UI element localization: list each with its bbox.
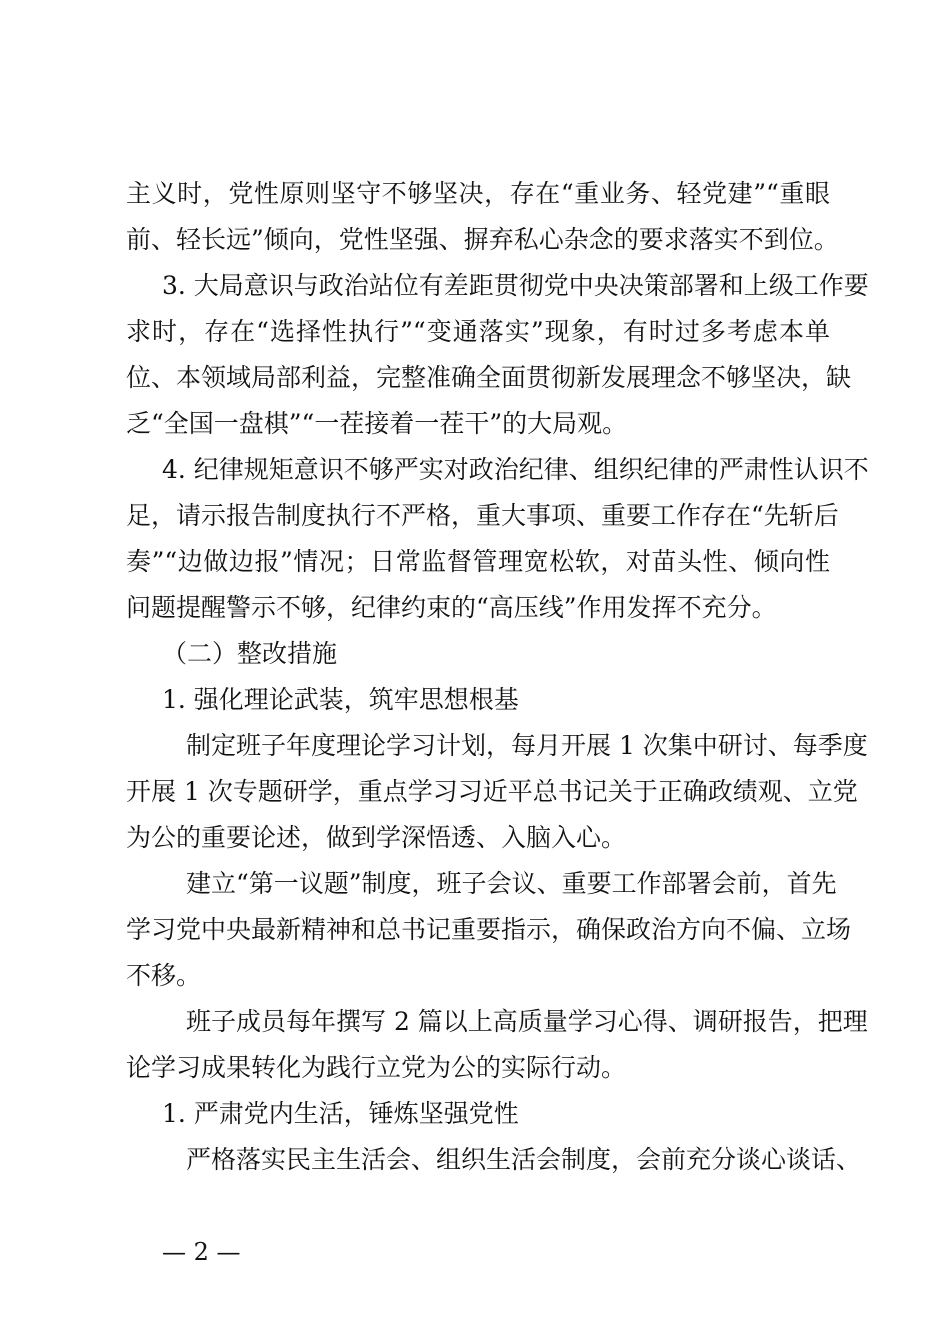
- text-line: 为公的重要论述，做到学深悟透、入脑入心。: [126, 823, 627, 852]
- text-line: 问题提醒警示不够，纪律约束的“高压线”作用发挥不充分。: [126, 593, 777, 622]
- text-line: 奏”“边做边报”情况；日常监督管理宽松软，对苗头性、倾向性: [126, 547, 830, 576]
- text-line: 主义时，党性原则坚守不够坚决，存在“重业务、轻党建”“重眼: [126, 179, 830, 208]
- text-line: 求时，存在“选择性执行”“变通落实”现象，有时过多考虑本单: [126, 317, 830, 346]
- text-line: 学习党中央最新精神和总书记重要指示，确保政治方向不偏、立场: [126, 915, 852, 944]
- text-line: 不移。: [126, 961, 202, 990]
- measure-heading-2: 1. 严肃党内生活，锤炼坚强党性: [162, 1099, 519, 1128]
- text-line: 建立“第一议题”制度，班子会议、重要工作部署会前，首先: [186, 869, 837, 898]
- measure-heading-1: 1. 强化理论武装，筑牢思想根基: [162, 685, 519, 714]
- section-title-rectification: （二）整改措施: [162, 639, 338, 668]
- text-line: 严格落实民主生活会、组织生活会制度，会前充分谈心谈话、: [186, 1145, 862, 1174]
- text-line: 开展 1 次专题研学，重点学习习近平总书记关于正确政绩观、立党: [126, 777, 858, 806]
- text-line: 足，请示报告制度执行不严格，重大事项、重要工作存在“先斩后: [126, 501, 839, 530]
- section-heading-4: 4. 纪律规矩意识不够严实对政治纪律、组织纪律的严肃性认识不: [162, 455, 869, 484]
- section-heading-3: 3. 大局意识与政治站位有差距贯彻党中央决策部署和上级工作要: [162, 271, 869, 300]
- page-number: — 2 —: [162, 1238, 241, 1266]
- text-line: 乏“全国一盘棋”“一茬接着一茬干”的大局观。: [126, 409, 628, 438]
- text-line: 前、轻长远”倾向，党性坚强、摒弃私心杂念的要求落实不到位。: [126, 225, 839, 254]
- text-line: 位、本领域局部利益，完整准确全面贯彻新发展理念不够坚决，缺: [126, 363, 852, 392]
- text-line: 论学习成果转化为践行立党为公的实际行动。: [126, 1053, 627, 1082]
- text-line: 制定班子年度理论学习计划，每月开展 1 次集中研讨、每季度: [186, 731, 868, 760]
- text-line: 班子成员每年撰写 2 篇以上高质量学习心得、调研报告，把理: [186, 1007, 868, 1036]
